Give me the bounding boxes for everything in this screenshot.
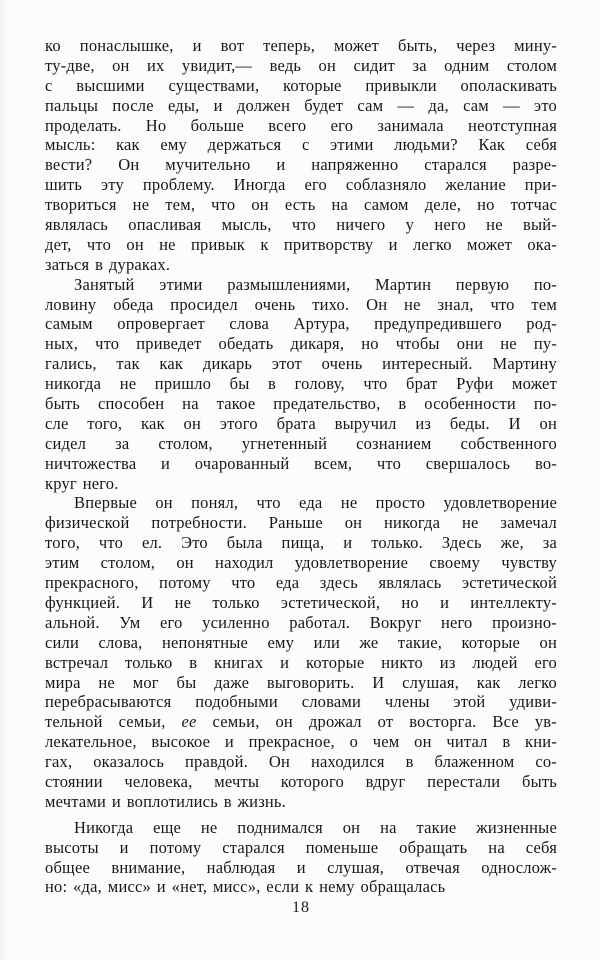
- text-line: проделать. Но больше всего его занимала неотступная: [45, 115, 557, 135]
- text-line: заться в дураках.: [45, 254, 171, 274]
- text-line: альной. Ум его усиленно работал. Вокруг него произно-: [45, 612, 557, 632]
- text-line: твориться не тем, что он есть на самом деле, но тотчас: [45, 195, 557, 215]
- text-line: вести? Он мучительно и напряженно старался разре-: [45, 155, 557, 175]
- text-line: сили слова, непонятные ему или же такие, которые он: [45, 632, 557, 652]
- page-text: [45, 36, 557, 897]
- paragraph: [45, 275, 557, 494]
- text-line: встречал только в книгах и которые никто из людей его: [45, 652, 557, 672]
- text-line: круг него.: [45, 473, 119, 493]
- text-line: самым опровергает слова Артура, предупредившего род-: [45, 314, 557, 334]
- text-line: ловину обеда просидел очень тихо. Он не знал, что тем: [45, 294, 557, 314]
- paragraph: [45, 493, 557, 811]
- text-line: гах, оказалось правдой. Он находился в блаженном со-: [45, 752, 557, 772]
- text-line: быть способен на такое предательство, в особенности по-: [45, 394, 557, 414]
- text-line: являлась опасливая мысль, что ничего у него не вый-: [45, 215, 557, 235]
- text-line: физической потребности. Раньше он никогда не замечал: [45, 513, 557, 533]
- text-segment: тельной семьи,: [45, 712, 182, 732]
- text-line: мечтами и воплотились в жизнь.: [45, 791, 286, 811]
- text-line: никогда не пришло бы в голову, что брат Руфи может: [45, 374, 557, 394]
- text-line: того, что ел. Это была пища, и только. Здесь же, за: [45, 533, 557, 553]
- text-line: перебрасываются подобными словами члены этой удиви-: [45, 692, 557, 712]
- text-line: Занятый этими размышлениями, Мартин первую по-: [74, 274, 557, 294]
- text-line: лекательное, высокое и прекрасное, о чем он читал в кни-: [45, 732, 557, 752]
- text-line: этим столом, он находил удовлетворение своему чувству: [45, 553, 557, 573]
- text-line: пальцы после еды, и должен будет сам — да, сам — это: [45, 95, 557, 115]
- text-line: Впервые он понял, что еда не просто удовлетворение: [74, 493, 557, 513]
- text-line: шить эту проблему. Иногда его соблазняло желание при-: [45, 175, 557, 195]
- text-line: Никогда еще не поднимался он на такие жизненные: [74, 817, 557, 837]
- text-line: сле того, как он этого брата выручил из беды. И он: [45, 413, 557, 433]
- text-line: ных, что приведет обедать дикаря, но чтобы они не пу-: [45, 334, 557, 354]
- text-line: сидел за столом, угнетенный сознанием собственного: [45, 433, 557, 453]
- text-line: но: «да, мисс» и «нет, мисс», если к нему обращалась: [45, 877, 446, 897]
- text-line: с высшими существами, которые привыкли ополаскивать: [45, 75, 557, 95]
- text-line: мысль: как ему держаться с этими людьми? Как себя: [45, 135, 557, 155]
- text-line: высоты и потому старался поменьше обращать на себя: [45, 837, 557, 857]
- text-line: прекрасного, потому что еда здесь являлась эстетической: [45, 573, 557, 593]
- text-line: ничтожества и очарованный всем, что свершалось во-: [45, 453, 557, 473]
- text-line: стоянии человека, мечты которого вдруг перестали быть: [45, 771, 557, 791]
- text-line: дет, что он не привык к притворству и легко может ока-: [45, 234, 557, 254]
- text-line: общее внимание, наблюдая и слушая, отвечая однослож-: [45, 857, 557, 877]
- paragraph: [45, 36, 557, 275]
- page-number: 18: [292, 899, 310, 917]
- paragraph: [45, 818, 557, 898]
- text-line: мира не мог бы даже выговорить. И слушая, как легко: [45, 672, 557, 692]
- italic-text: ее: [181, 712, 197, 732]
- text-line: функцией. И не только эстетической, но и интеллекту-: [45, 592, 557, 612]
- text-line: [45, 712, 557, 732]
- text-line: ту-две, он их увидит,— ведь он сидит за одним столом: [45, 55, 557, 75]
- text-line: гались, так как дикарь этот очень интересный. Мартину: [45, 354, 557, 374]
- text-line: ко понаслышке, и вот теперь, может быть, через мину-: [45, 36, 557, 55]
- text-segment: семьи, он дрожал от восторга. Все ув-: [196, 712, 557, 732]
